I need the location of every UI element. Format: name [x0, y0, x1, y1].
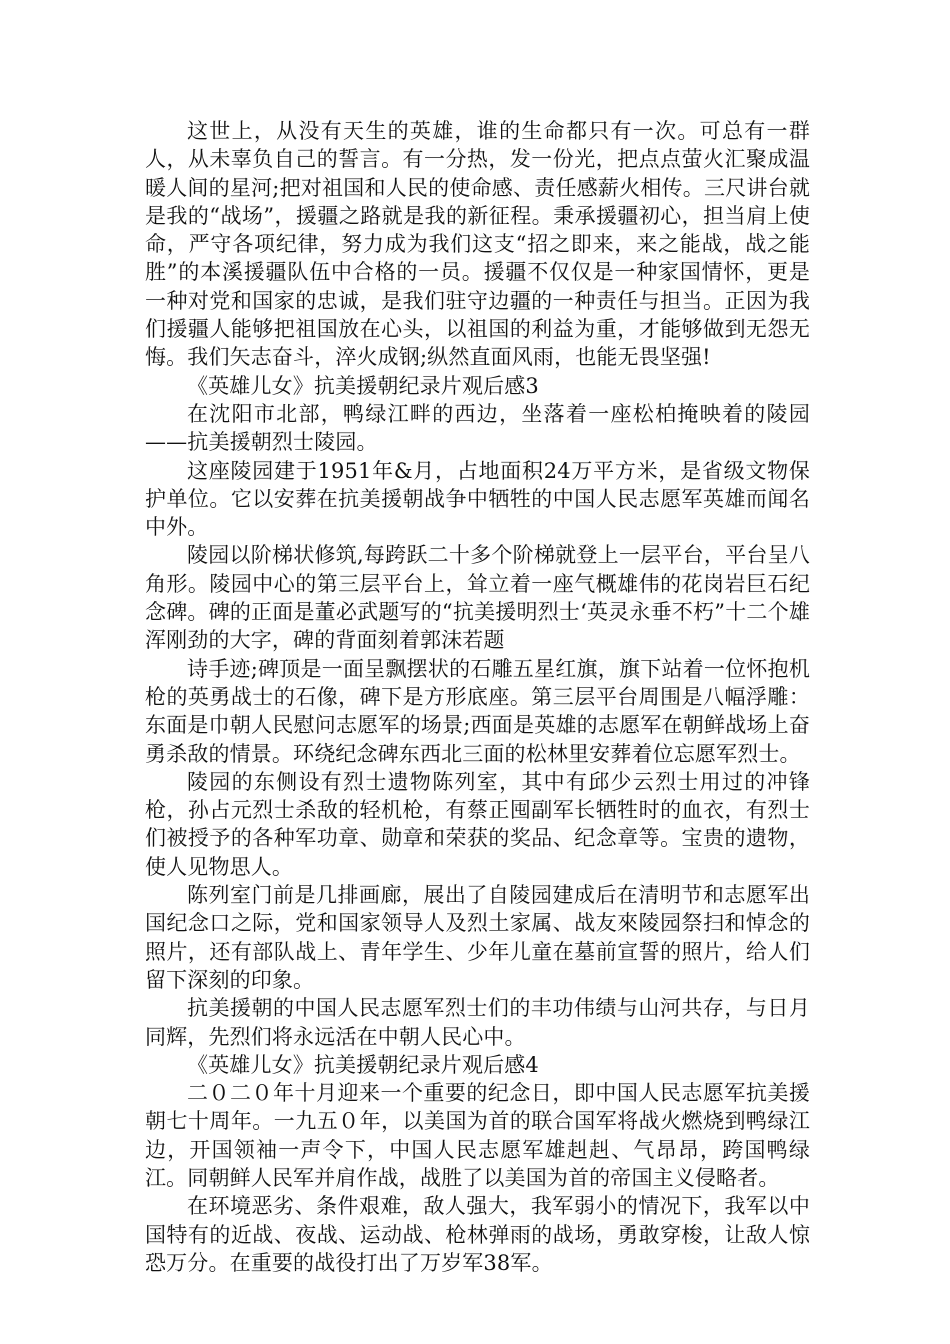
paragraph-anniversary: 二０二０年十月迎来一个重要的纪念日，即中国人民志愿军抗美援朝七十周年。一九五０年，以美国为首的联合国军将战火燃烧到鸭绿江边，开国领袖一声令下，中国人民志愿军雄赳赳、气昂昂，跨国鸭绿江。同朝鲜人民军并肩作战，战胜了以美国为首的帝国主义侵略者。 — [145, 1081, 810, 1190]
document-page — [145, 117, 810, 1277]
section-heading-4: 《英雄儿女》抗美援朝纪录片观后感4 — [187, 1052, 539, 1077]
paragraph-gallery: 陈列室门前是几排画廊，展出了自陵园建成后在清明节和志愿军出国纪念口之际，党和国家领导人及烈土家属、战友來陵园祭扫和悼念的照片，还有部队战上、青年学生、少年儿童在墓前宣誓的照片，给人们留下深刻的印象。 — [145, 883, 810, 992]
section-heading-3: 《英雄儿女》抗美援朝纪录片观后感3 — [187, 373, 539, 398]
paragraph-cemetery-location: 在沈阳市北部，鸭绿江畔的西边，坐落着一座松柏掩映着的陵园——抗美援朝烈士陵园。 — [145, 401, 810, 455]
paragraph-relics-room: 陵园的东侧设有烈士遗物陈列室，其中有邱少云烈士用过的冲锋枪，孙占元烈士杀敌的轻机枪，有蔡正囤副军长牺牲时的血衣，有烈士们被授予的各种军功章、勋章和荣获的奖品、纪念章等。宝贵的遗物，使人见物思人。 — [145, 769, 810, 879]
paragraph-cemetery-history: 这座陵园建于1951年&月，占地面积24万平方米，是省级文物保护单位。它以安葬在抗美援朝战争中牺牲的中国人民志愿军英雄而闻名中外。 — [145, 458, 810, 540]
paragraph-battle-tactics: 在环境恶劣、条件艰难，敌人强大，我军弱小的情况下，我军以中国特有的近战、夜战、运动战、枪林弹雨的战场，勇敢穿梭，让敌人惊恐万分。在重要的战役打出了万岁军38军。 — [145, 1194, 810, 1275]
paragraph-monument-details: 诗手迹;碑顶是一面呈飘摆状的石雕五星红旗，旗下站着一位怀抱机枪的英勇战士的石像，碑下是方形底座。第三层平台周围是八幅浮雕：东面是巾朝人民慰问志愿军的场景;西面是英雄的志愿军在朝鲜战场上奋勇杀敌的情景。环绕纪念碑东西北三面的松林里安葬着位忘愿军烈士。 — [145, 656, 810, 766]
paragraph-heroes-reflection: 这世上，从没有天生的英雄，谁的生命都只有一次。可总有一群人，从未辜负自己的誓言。有一分热，发一份光，把点点萤火汇聚成温暖人间的星河;把对祖国和人民的使命感、责任感薪火相传。三尺讲台就是我的“战场”，援疆之路就是我的新征程。秉承援疆初心，担当肩上使命，严守各项纪律，努力成为我们这支“招之即来，来之能战，战之能胜”的本溪援疆队伍中合格的一员。援疆不仅仅是一种家国情怀，更是一种对党和国家的忠诚，是我们驻守边疆的一种责任与担当。正因为我们援疆人能够把祖国放在心头，以祖国的利益为重，才能够做到无怨无悔。我们矢志奋斗，淬火成钢;纵然直面风雨，也能无畏坚强! — [145, 119, 810, 370]
paragraph-cemetery-layout: 陵园以阶梯状修筑,每跨跃二十多个阶梯就登上一层平台，平台呈八角形。陵园中心的第三层平台上，耸立着一座气概雄伟的花岗岩巨石纪念碑。碑的正面是董必武题写的“抗美援明烈士‘英灵永垂不朽”十二个雄浑刚劲的大字，碑的背面刻着郭沫若题 — [145, 543, 810, 653]
paragraph-tribute: 抗美援朝的中国人民志愿军烈士们的丰功伟绩与山河共存，与日月同辉，先烈们将永远活在中朝人民心中。 — [145, 996, 810, 1049]
